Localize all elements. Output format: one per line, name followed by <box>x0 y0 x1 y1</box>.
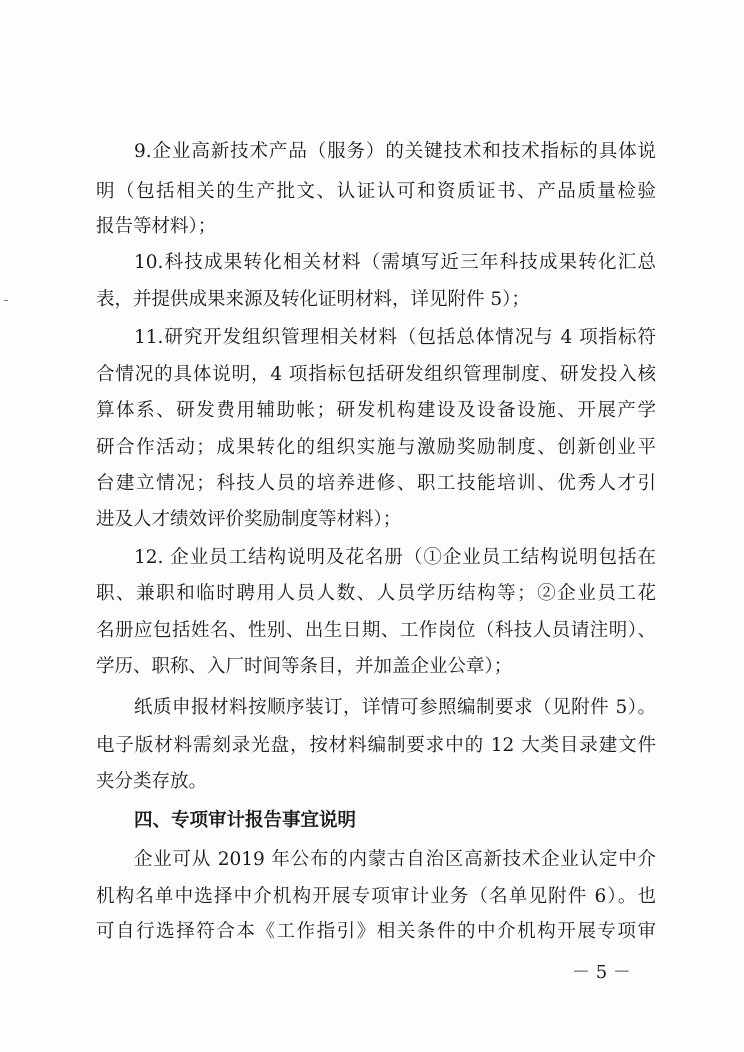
audit-intro-line-1: 企业可从 2019 年公布的内蒙古自治区高新技术企业认定中介 <box>134 849 656 870</box>
audit-intro-line-3: 可自行选择符合本《工作指引》相关条件的中介机构开展专项审 <box>96 921 656 942</box>
paper-materials-line-2: 电子版材料需刻录光盘，按材料编制要求中的 12 大类目录建文件 <box>96 735 656 756</box>
section-heading: 四、专项审计报告事宜说明 <box>134 810 357 831</box>
item-11-line-4: 研合作活动；成果转化的组织实施与激励奖励制度、创新创业平 <box>96 437 656 458</box>
item-9-line-3: 报告等材料）； <box>96 216 217 237</box>
page-number: － 5 － <box>572 962 631 983</box>
item-11-line-2: 合情况的具体说明，4 项指标包括研发组织管理制度、研发投入核 <box>96 364 656 385</box>
paper-materials-line-1: 纸质申报材料按顺序装订，详情可参照编制要求（见附件 5）。 <box>134 697 656 718</box>
item-10-line-2: 表，并提供成果来源及转化证明材料，详见附件 5）； <box>96 289 530 310</box>
item-11-line-1: 11.研究开发组织管理相关材料（包括总体情况与 4 项指标符 <box>134 327 656 348</box>
item-12-line-4: 学历、职称、入厂时间等条目，并加盖企业公章）； <box>96 656 513 677</box>
item-12-line-3: 名册应包括姓名、性别、出生日期、工作岗位（科技人员请注明）、 <box>96 620 656 641</box>
item-11-line-3: 算体系、研发费用辅助帐；研发机构建设及设备设施、开展产学 <box>96 400 656 421</box>
item-10-line-1: 10.科技成果转化相关材料（需填写近三年科技成果转化汇总 <box>134 252 656 273</box>
audit-intro-line-2: 机构名单中选择中介机构开展专项审计业务（名单见附件 6）。也 <box>96 886 656 907</box>
scan-artifact-mark <box>4 300 8 301</box>
item-9-line-2: 明（包括相关的生产批文、认证认可和资质证书、产品质量检验 <box>96 181 656 202</box>
item-11-line-5: 台建立情况；科技人员的培养进修、职工技能培训、优秀人才引 <box>96 473 656 494</box>
item-11-line-6: 进及人才绩效评价奖励制度等材料）； <box>96 509 402 530</box>
item-12-line-2: 职、兼职和临时聘用人员人数、人员学历结构等；②企业员工花 <box>96 583 656 604</box>
item-9-line-1: 9.企业高新技术产品（服务）的关键技术和技术指标的具体说 <box>134 141 656 162</box>
item-12-line-1: 12. 企业员工结构说明及花名册（①企业员工结构说明包括在 <box>134 547 656 568</box>
paper-materials-line-3: 夹分类存放。 <box>96 771 208 792</box>
